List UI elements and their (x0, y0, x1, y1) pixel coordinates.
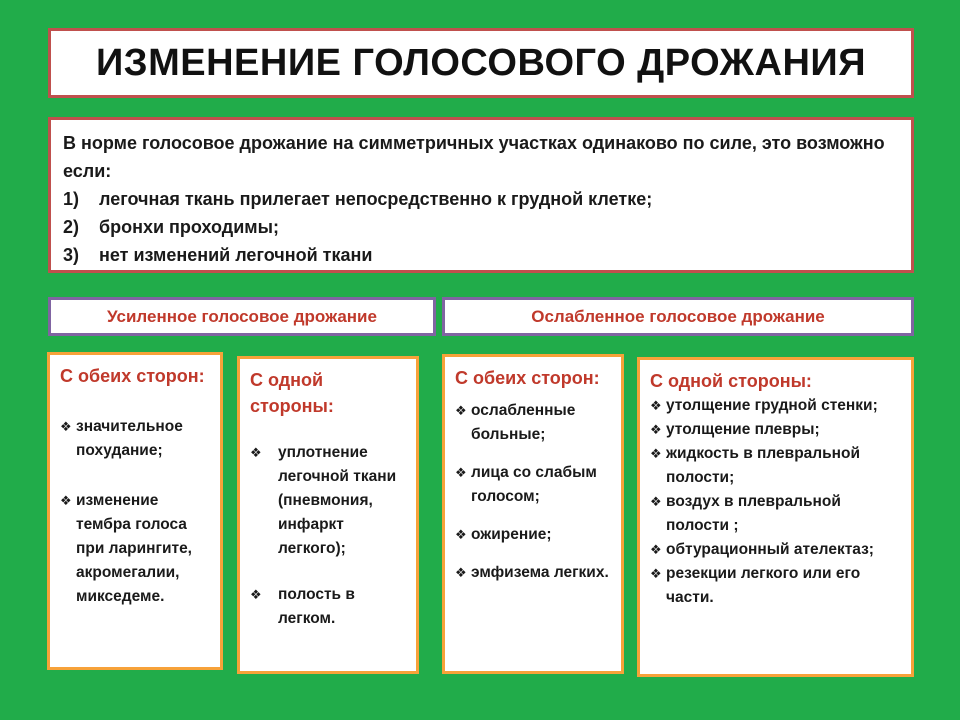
item-text: эмфизема легких. (471, 564, 609, 581)
item-text: нет изменений легочной ткани (99, 245, 373, 265)
diamond-bullet-icon: ❖ (455, 527, 467, 542)
item-text: утолщение плевры; (666, 421, 820, 438)
page-title: ИЗМЕНЕНИЕ ГОЛОСОВОГО ДРОЖАНИЯ (95, 41, 867, 84)
list-item (60, 415, 212, 463)
diamond-bullet-icon: ❖ (250, 587, 262, 602)
diamond-bullet-icon: ❖ (650, 398, 662, 413)
norm-conditions-box (48, 117, 914, 273)
diamond-bullet-icon: ❖ (650, 446, 662, 461)
diamond-bullet-icon: ❖ (60, 419, 72, 434)
header-decreased: Ослабленное голосовое дрожание (442, 297, 914, 336)
norm-conditions-list (63, 185, 899, 269)
item-text: утолщение грудной стенки; (666, 397, 878, 414)
list-item (650, 394, 903, 418)
diamond-bullet-icon: ❖ (650, 566, 662, 581)
list-item (63, 213, 899, 241)
column-title: С обеих сторон: (455, 368, 600, 388)
column-increased-one-side (237, 356, 419, 674)
column-list (455, 399, 613, 585)
list-item (650, 562, 903, 610)
item-text: воздух в плевральной полости ; (666, 493, 841, 534)
list-item (250, 441, 408, 561)
item-number: 3) (63, 245, 80, 265)
item-text: ослабленные больные; (471, 402, 576, 443)
list-item (455, 523, 613, 547)
column-title: С одной стороны: (250, 370, 334, 416)
diamond-bullet-icon: ❖ (650, 494, 662, 509)
column-list (250, 441, 408, 631)
item-text: уплотнение легочной ткани (пневмония, инфаркт легкого); (278, 444, 397, 557)
item-number: 2) (63, 217, 80, 237)
item-text: значительное похудание; (76, 418, 183, 459)
column-decreased-one-side (637, 357, 914, 677)
item-text: легочная ткань прилегает непосредственно к грудной клетке; (99, 189, 653, 209)
list-item (60, 489, 212, 609)
norm-intro: В норме голосовое дрожание на симметричных участках одинаково по силе, это возможно если: (63, 133, 885, 181)
column-decreased-both-sides (442, 354, 624, 674)
item-text: ожирение; (471, 526, 552, 543)
diamond-bullet-icon: ❖ (455, 465, 467, 480)
list-item (455, 561, 613, 585)
list-item (455, 399, 613, 447)
column-increased-both-sides (47, 352, 223, 670)
column-list (650, 394, 903, 610)
list-item (63, 241, 899, 269)
list-item (250, 583, 408, 631)
list-item (650, 418, 903, 442)
header-increased: Усиленное голосовое дрожание (48, 297, 436, 336)
list-item (63, 185, 899, 213)
item-text: резекции легкого или его части. (666, 565, 861, 606)
list-item (650, 442, 903, 490)
item-text: изменение тембра голоса при ларингите, акромегалии, микседеме. (76, 492, 192, 605)
item-text: обтурационный ателектаз; (666, 541, 874, 558)
column-list (60, 415, 212, 609)
item-number: 1) (63, 189, 80, 209)
diamond-bullet-icon: ❖ (60, 493, 72, 508)
item-text: жидкость в плевральной полости; (666, 445, 861, 486)
item-text: полость в легком. (278, 586, 355, 627)
item-text: лица со слабым голосом; (471, 464, 597, 505)
list-item (650, 538, 903, 562)
diamond-bullet-icon: ❖ (650, 422, 662, 437)
diamond-bullet-icon: ❖ (455, 403, 467, 418)
column-title: С одной стороны: (650, 371, 812, 391)
item-text: бронхи проходимы; (99, 217, 279, 237)
list-item (650, 490, 903, 538)
diamond-bullet-icon: ❖ (250, 445, 262, 460)
column-title: С обеих сторон: (60, 366, 205, 386)
diamond-bullet-icon: ❖ (455, 565, 467, 580)
title-box (48, 28, 914, 98)
list-item (455, 461, 613, 509)
diamond-bullet-icon: ❖ (650, 542, 662, 557)
